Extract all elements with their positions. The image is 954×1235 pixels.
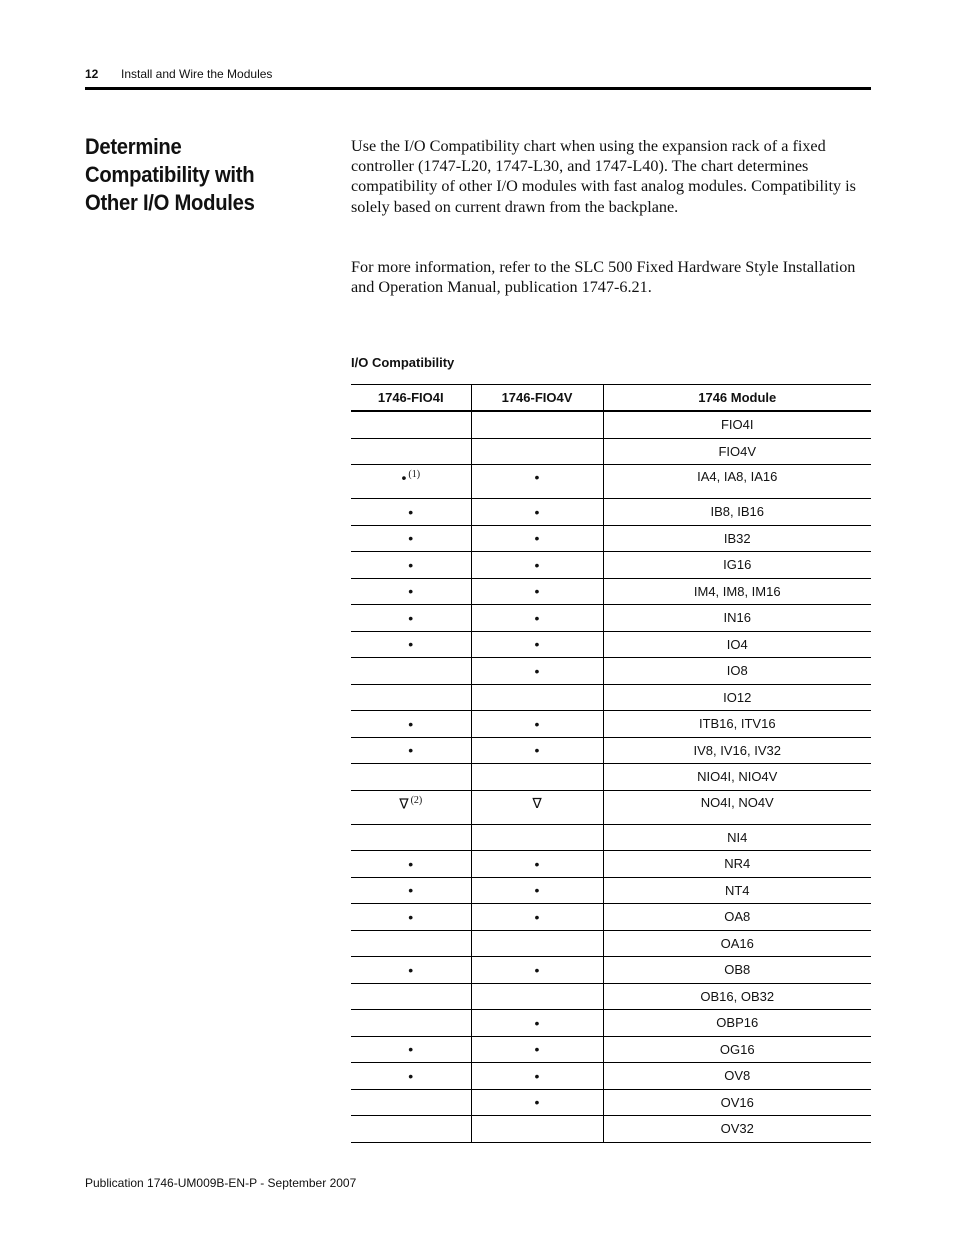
compat-mark: • (534, 636, 540, 653)
cell-fio4v (471, 1010, 603, 1037)
table-body (351, 411, 871, 1142)
cell-module (603, 824, 871, 851)
module-name: FIO4I (720, 417, 754, 433)
cell-fio4i (351, 605, 471, 632)
cell-fio4v (471, 851, 603, 878)
table-row (351, 764, 871, 791)
compat-mark: • (408, 503, 414, 520)
cell-module (603, 578, 871, 605)
cell-fio4v (471, 465, 603, 499)
module-name: OV32 (720, 1121, 754, 1137)
compat-mark: • (408, 556, 414, 573)
cell-fio4v (471, 525, 603, 552)
compat-mark: • (408, 882, 414, 899)
cell-fio4v (471, 983, 603, 1010)
module-name: IM4, IM8, IM16 (693, 583, 781, 599)
compat-mark: • (408, 742, 414, 759)
footnote-ref: (1) (408, 469, 421, 480)
cell-module (603, 411, 871, 438)
cell-fio4v (471, 1116, 603, 1143)
module-name: IB8, IB16 (710, 504, 764, 520)
cell-module (603, 525, 871, 552)
cell-module (603, 465, 871, 499)
page-heading: Determine Compatibility with Other I/O Modules (85, 134, 255, 215)
table-header-row (351, 385, 871, 412)
compat-mark: • (408, 961, 414, 978)
cell-fio4i (351, 465, 471, 499)
table-row (351, 930, 871, 957)
column-header: 1746 Module (603, 385, 871, 412)
cell-module (603, 930, 871, 957)
cell-module (603, 1116, 871, 1143)
cell-fio4i (351, 438, 471, 465)
cell-fio4i (351, 1116, 471, 1143)
cell-module (603, 1010, 871, 1037)
cell-fio4i (351, 851, 471, 878)
compat-mark: • (534, 503, 540, 520)
module-name: IB32 (723, 530, 751, 546)
table-row (351, 525, 871, 552)
compat-mark: • (534, 715, 540, 732)
cell-module (603, 877, 871, 904)
cell-fio4i (351, 684, 471, 711)
cell-fio4v (471, 1063, 603, 1090)
table-row (351, 1036, 871, 1063)
io-compatibility-table (351, 384, 871, 1143)
module-name: IA4, IA8, IA16 (697, 469, 778, 484)
column-header: 1746-FIO4I (351, 385, 471, 412)
cell-fio4v (471, 605, 603, 632)
module-name: OV8 (724, 1068, 751, 1084)
cell-fio4i (351, 1063, 471, 1090)
cell-fio4i (351, 658, 471, 685)
cell-module (603, 737, 871, 764)
compat-mark: • (401, 469, 407, 486)
compat-mark: • (534, 908, 540, 925)
compat-mark: • (534, 855, 540, 872)
cell-fio4v (471, 631, 603, 658)
cell-module (603, 764, 871, 791)
cell-fio4i (351, 930, 471, 957)
table-row (351, 711, 871, 738)
compat-mark: • (534, 1014, 540, 1031)
cell-fio4v (471, 957, 603, 984)
compat-mark: ∇ (399, 794, 409, 811)
compat-mark: • (408, 530, 414, 547)
cell-fio4v (471, 737, 603, 764)
cell-fio4v (471, 499, 603, 526)
module-name: IO8 (726, 663, 748, 679)
cell-fio4i (351, 957, 471, 984)
module-name: OB8 (724, 962, 751, 978)
compat-mark: • (408, 636, 414, 653)
cell-fio4i (351, 525, 471, 552)
compat-mark: ∇ (532, 794, 542, 811)
cell-fio4i (351, 711, 471, 738)
cell-module (603, 1089, 871, 1116)
cell-fio4i (351, 1010, 471, 1037)
page-number: 12 (85, 67, 99, 81)
page-header (85, 66, 871, 90)
module-name: NT4 (724, 882, 750, 898)
cell-fio4v (471, 877, 603, 904)
module-name: IO12 (723, 689, 752, 705)
module-name: NIO4I, NIO4V (697, 769, 778, 785)
cell-module (603, 631, 871, 658)
table-row (351, 957, 871, 984)
table-row (351, 737, 871, 764)
column-header: 1746-FIO4V (471, 385, 603, 412)
cell-fio4v (471, 764, 603, 791)
cell-fio4v (471, 658, 603, 685)
cell-module (603, 711, 871, 738)
cell-module (603, 605, 871, 632)
page-footer: Publication 1746-UM009B-EN-P - September 2007 (85, 1176, 357, 1190)
table-row (351, 631, 871, 658)
table-row (351, 877, 871, 904)
table-row (351, 605, 871, 632)
compat-mark: • (408, 715, 414, 732)
cell-module (603, 957, 871, 984)
compat-mark: • (534, 662, 540, 679)
compat-mark: • (534, 961, 540, 978)
cell-module (603, 1036, 871, 1063)
cell-fio4i (351, 790, 471, 824)
cell-fio4i (351, 764, 471, 791)
cell-fio4i (351, 904, 471, 931)
cell-fio4i (351, 499, 471, 526)
compat-mark: • (408, 583, 414, 600)
reference-paragraph: For more information, refer to the SLC 500 Fixed Hardware Style Installation and Operation Manual, publication 1747-6.21. (351, 258, 856, 297)
cell-fio4v (471, 711, 603, 738)
cell-fio4i (351, 552, 471, 579)
table-title: I/O Compatibility (351, 355, 455, 370)
compat-mark: • (534, 742, 540, 759)
compat-mark: • (534, 1041, 540, 1058)
module-name: NI4 (727, 829, 748, 845)
table-row (351, 578, 871, 605)
cell-module (603, 552, 871, 579)
table-row (351, 824, 871, 851)
module-name: IN16 (723, 610, 751, 626)
module-name: OA16 (720, 935, 754, 951)
cell-fio4v (471, 1089, 603, 1116)
cell-fio4i (351, 411, 471, 438)
cell-fio4v (471, 790, 603, 824)
module-name: OV16 (720, 1094, 754, 1110)
cell-module (603, 790, 871, 824)
cell-fio4i (351, 877, 471, 904)
table-row (351, 1116, 871, 1143)
cell-fio4i (351, 578, 471, 605)
cell-fio4i (351, 1089, 471, 1116)
compat-mark: • (408, 908, 414, 925)
table-row (351, 1089, 871, 1116)
table-row (351, 904, 871, 931)
module-name: FIO4V (718, 443, 757, 459)
module-name: OA8 (724, 909, 751, 925)
cell-module (603, 499, 871, 526)
cell-fio4v (471, 930, 603, 957)
compat-mark: • (534, 583, 540, 600)
cell-module (603, 983, 871, 1010)
compat-mark: • (534, 882, 540, 899)
compat-mark: • (534, 530, 540, 547)
cell-fio4v (471, 578, 603, 605)
table-row (351, 499, 871, 526)
cell-module (603, 1063, 871, 1090)
module-name: OBP16 (716, 1015, 759, 1031)
module-name: NO4I, NO4V (700, 794, 774, 810)
cell-module (603, 851, 871, 878)
cell-fio4v (471, 411, 603, 438)
cell-fio4v (471, 552, 603, 579)
module-name: NR4 (724, 856, 751, 872)
table-row (351, 465, 871, 499)
table-row (351, 790, 871, 824)
intro-paragraph: Use the I/O Compatibility chart when using the expansion rack of a fixed controller (1747-L20, 1747-L30, and 1747-L40). The chart determines compatibility of other I/O modules with fast analog modules. Compatibility is solely based on current drawn from the backplane. (351, 137, 856, 216)
module-name: IO4 (726, 636, 748, 652)
module-name: IV8, IV16, IV32 (693, 742, 781, 758)
table-row (351, 851, 871, 878)
cell-fio4v (471, 824, 603, 851)
cell-fio4v (471, 1036, 603, 1063)
cell-fio4i (351, 824, 471, 851)
section-title: Install and Wire the Modules (121, 67, 273, 81)
cell-fio4v (471, 904, 603, 931)
table-row (351, 411, 871, 438)
module-name: IG16 (723, 557, 752, 573)
compat-mark: • (408, 1041, 414, 1058)
table-row (351, 552, 871, 579)
cell-fio4v (471, 684, 603, 711)
cell-module (603, 658, 871, 685)
cell-module (603, 438, 871, 465)
cell-fio4i (351, 1036, 471, 1063)
module-name: OG16 (719, 1041, 755, 1057)
cell-fio4i (351, 631, 471, 658)
compat-mark: • (408, 609, 414, 626)
table-row (351, 684, 871, 711)
module-name: ITB16, ITV16 (698, 716, 776, 732)
module-name: OB16, OB32 (700, 988, 775, 1004)
cell-module (603, 904, 871, 931)
compat-mark: • (408, 1067, 414, 1084)
table-row (351, 983, 871, 1010)
table-row (351, 1010, 871, 1037)
compat-mark: • (534, 469, 540, 485)
table-row (351, 438, 871, 465)
compat-mark: • (408, 855, 414, 872)
table-row (351, 658, 871, 685)
compat-mark: • (534, 556, 540, 573)
compat-mark: • (534, 609, 540, 626)
compat-mark: • (534, 1067, 540, 1084)
footnote-ref: (2) (410, 794, 423, 806)
compat-mark: • (534, 1094, 540, 1111)
table-row (351, 1063, 871, 1090)
cell-fio4i (351, 737, 471, 764)
cell-fio4v (471, 438, 603, 465)
cell-module (603, 684, 871, 711)
cell-fio4i (351, 983, 471, 1010)
